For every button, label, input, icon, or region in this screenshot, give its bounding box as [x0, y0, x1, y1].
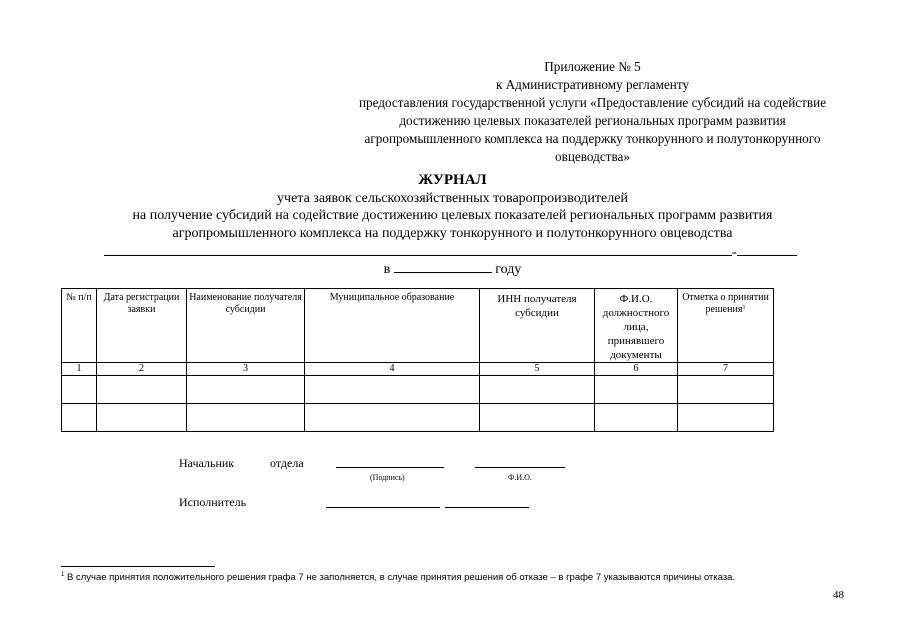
column-header-recipient: Наименование получателя субсидии: [187, 289, 305, 363]
table-row: [62, 376, 774, 404]
footnote-marker: 1: [742, 305, 746, 311]
footnote: [61, 572, 735, 583]
appendix-line: агропромышленного комплекса на поддержку тонкорунного и полутонкорунного: [364, 131, 821, 146]
year-suffix: году: [495, 262, 522, 277]
table-cell: [97, 404, 187, 432]
table-cell: [62, 404, 97, 432]
column-number-row: [62, 363, 774, 376]
column-header-municipality: Муниципальное образование: [305, 289, 480, 363]
chief-signature-line: [336, 467, 444, 468]
region-blank-suffix: [737, 243, 797, 256]
appendix-header: [320, 58, 865, 166]
region-dash: -: [732, 245, 737, 260]
journal-subtitle-3: агропромышленного комплекса на поддержку тонкорунного и полутонкорунного овцеводства: [172, 226, 733, 241]
appendix-line: овцеводства»: [555, 149, 630, 164]
appendix-line: достижению целевых показателей региональных программ развития: [399, 113, 786, 128]
table-header-row: [62, 289, 774, 363]
executor-name-line: [445, 507, 529, 508]
table-row: [62, 404, 774, 432]
executor-label: Исполнитель: [179, 495, 247, 509]
page-number: 48: [833, 589, 844, 601]
column-number: 6: [595, 363, 678, 376]
column-number: 4: [305, 363, 480, 376]
appendix-line: к Административному регламенту: [495, 77, 690, 92]
table-cell: [678, 404, 774, 432]
table-cell: [187, 376, 305, 404]
column-header-inn: ИНН получателя субсидии: [480, 289, 595, 363]
table-cell: [595, 376, 678, 404]
journal-subtitle-1: учета заявок сельскохозяйственных товаропроизводителей: [277, 191, 628, 206]
table-cell: [480, 404, 595, 432]
region-blank: [104, 243, 732, 256]
footnote-marker: 1: [61, 572, 65, 578]
table-cell: [678, 376, 774, 404]
table-cell: [480, 376, 595, 404]
table-cell: [187, 404, 305, 432]
year-blank: [394, 260, 492, 273]
department-label: отдела: [270, 456, 304, 470]
signature-caption: (Подпись): [370, 473, 405, 482]
appendix-line: Приложение № 5: [544, 59, 641, 74]
column-header-date: Дата регистрации заявки: [97, 289, 187, 363]
column-header-number: № п/п: [62, 289, 97, 363]
chief-label: Начальник: [179, 456, 235, 470]
footnote-separator: [61, 566, 215, 567]
column-number: 3: [187, 363, 305, 376]
journal-table: [61, 288, 774, 432]
column-number: 7: [678, 363, 774, 376]
column-number: 5: [480, 363, 595, 376]
column-number: 2: [97, 363, 187, 376]
table-cell: [305, 404, 480, 432]
footnote-text: В случае принятия положительного решения графа 7 не заполняется, в случае принятия решения об отказе – в графе 7 указываются причины отказа.: [66, 572, 736, 584]
table-cell: [305, 376, 480, 404]
year-prefix: в: [383, 262, 391, 277]
journal-heading: ЖУРНАЛ: [418, 172, 487, 188]
year-line: [0, 260, 905, 278]
column-header-decision: Отметка о принятии решения$^1$: [678, 289, 774, 363]
table-cell: [595, 404, 678, 432]
chief-name-line: [475, 467, 565, 468]
journal-subtitle-2: на получение субсидий на содействие достижению целевых показателей региональных программ развития: [132, 208, 773, 223]
name-caption: Ф.И.О.: [508, 473, 532, 482]
region-blank-line: [104, 243, 804, 261]
executor-signature-line: [326, 507, 440, 508]
table-cell: [97, 376, 187, 404]
appendix-line: предоставления государственной услуги «Предоставление субсидий на содействие: [358, 95, 827, 110]
table-cell: [62, 376, 97, 404]
column-header-official: Ф.И.О. должностного лица, принявшего документы: [595, 289, 678, 363]
column-number: 1: [62, 363, 97, 376]
